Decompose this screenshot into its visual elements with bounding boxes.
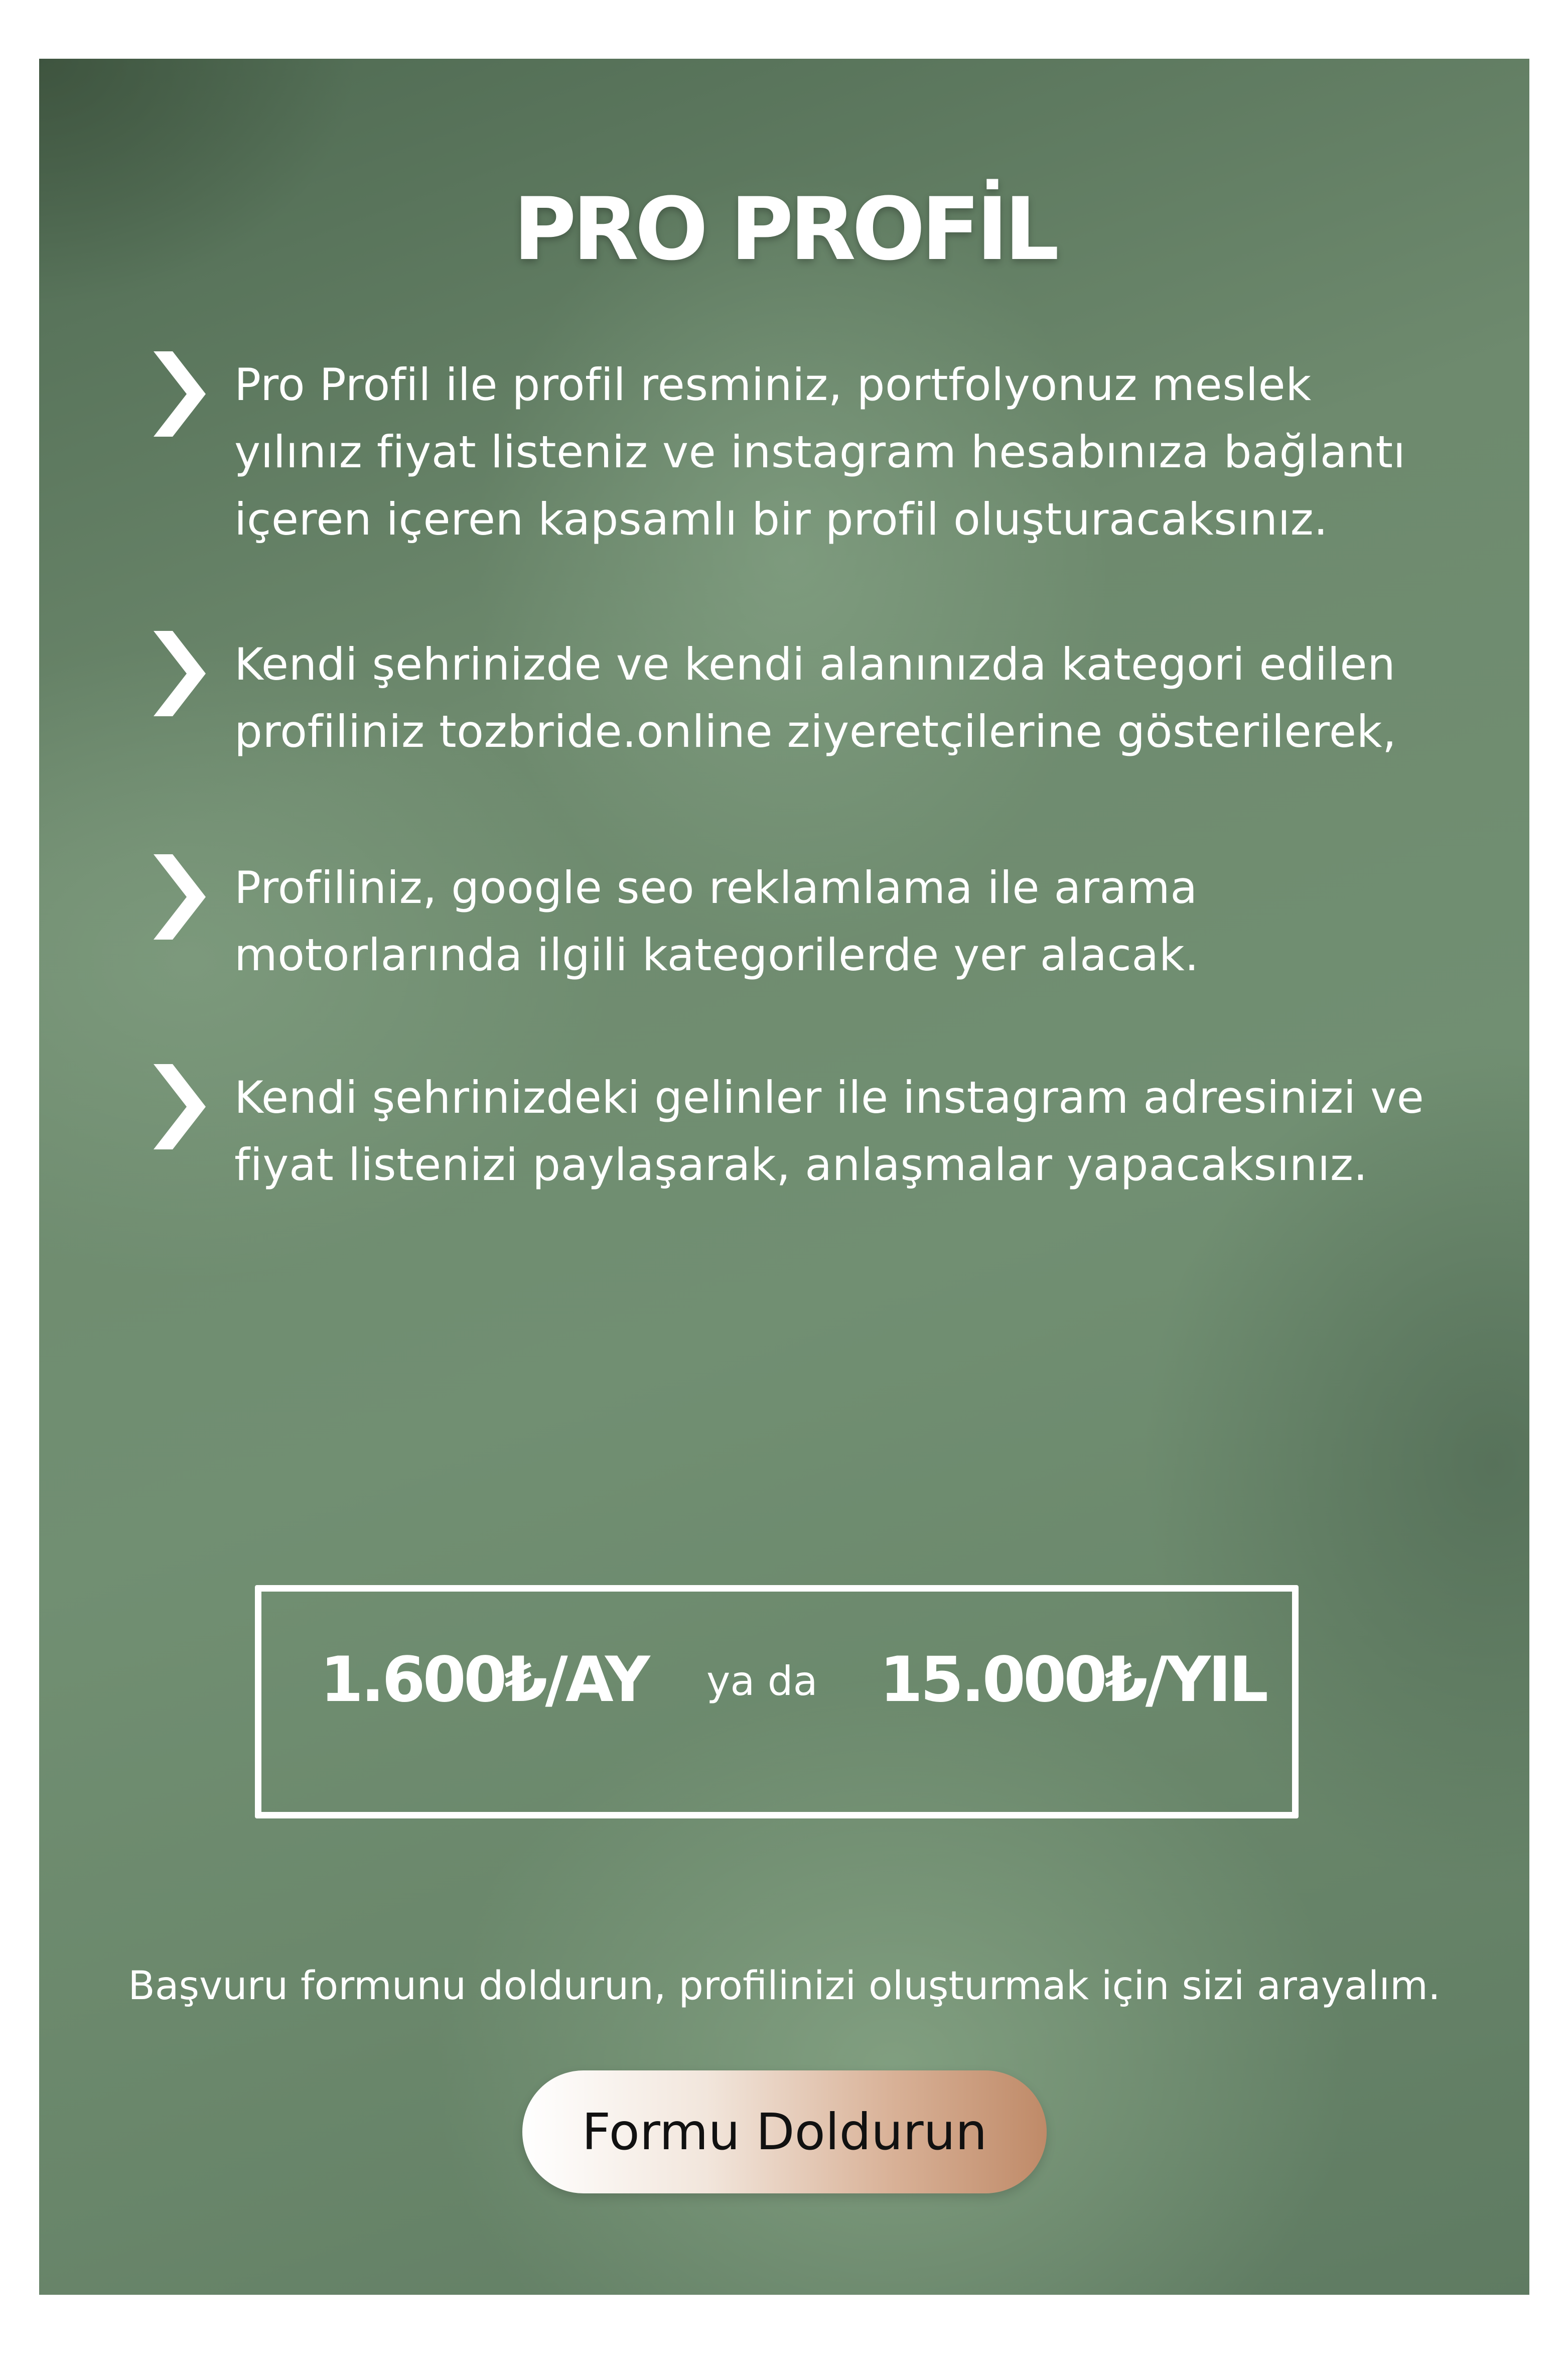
fill-form-button[interactable]: Formu Doldurun xyxy=(522,2070,1047,2193)
application-note: Başvuru formunu doldurun, profilinizi oluşturmak için sizi arayalım. xyxy=(128,1964,1441,2009)
pro-profile-card xyxy=(39,59,1529,2295)
chevron-right-icon xyxy=(150,854,210,940)
chevron-right-icon xyxy=(150,631,210,716)
chevron-right-icon xyxy=(150,351,210,437)
feature-text: Kendi şehrinizdeki gelinler ile instagram adresinizi ve fiyat listenizi paylaşarak, anlaşmalar yapacaksınız. xyxy=(234,1072,1424,1191)
chevron-right-icon xyxy=(150,1064,210,1149)
price-separator: ya da xyxy=(706,1658,818,1705)
yearly-price: 15.000₺/YIL xyxy=(880,1644,1266,1716)
page-title: PRO PROFİL xyxy=(513,179,1056,280)
monthly-price: 1.600₺/AY xyxy=(320,1644,648,1716)
feature-text: Kendi şehrinizde ve kendi alanınızda kategori edilen profiliniz tozbride.online ziyeretçilerine gösterilerek, xyxy=(234,638,1397,757)
feature-text: Profiliniz, google seo reklamlama ile arama motorlarında ilgili kategorilerde yer alacak. xyxy=(234,862,1199,981)
feature-text: Pro Profil ile profil resminiz, portfolyonuz meslek yılınız fiyat listeniz ve instagram hesabınıza bağlantı içeren içeren kapsamlı bir profil oluşturacaksınız. xyxy=(234,359,1406,545)
